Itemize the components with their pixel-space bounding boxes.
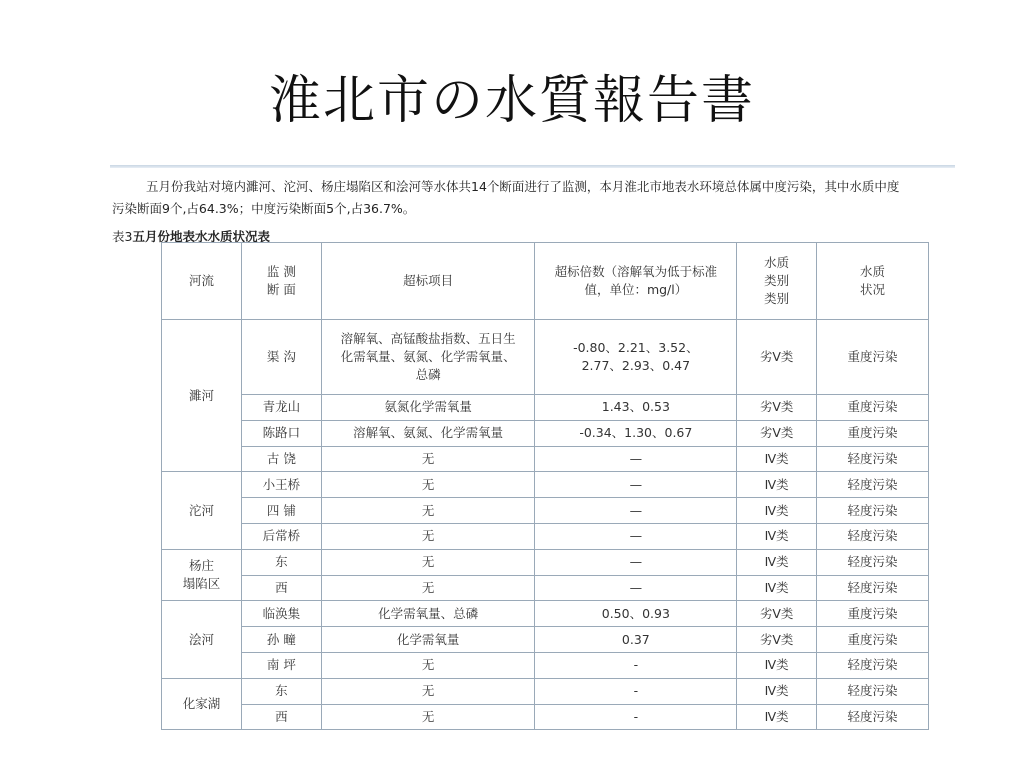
cell-multiple: 1.43、0.53 xyxy=(535,395,737,421)
cell-class: Ⅳ类 xyxy=(737,472,817,498)
cell-items: 无 xyxy=(321,446,535,472)
cell-multiple: — xyxy=(535,498,737,524)
header-status: 水质 状况 xyxy=(817,243,929,320)
cell-class: Ⅳ类 xyxy=(737,652,817,678)
cell-multiple: — xyxy=(535,575,737,601)
cell-class: Ⅳ类 xyxy=(737,678,817,704)
cell-status: 重度污染 xyxy=(817,601,929,627)
group-tuohe: 沱河 xyxy=(162,472,242,549)
cell-section: 四 铺 xyxy=(241,498,321,524)
cell-items: 无 xyxy=(321,678,535,704)
cell-section: 孙 疃 xyxy=(241,627,321,653)
cell-status: 轻度污染 xyxy=(817,549,929,575)
header-river: 河流 xyxy=(162,243,242,320)
group-suihe: 濉河 xyxy=(162,320,242,472)
cell-section: 西 xyxy=(241,704,321,730)
cell-items: 无 xyxy=(321,575,535,601)
cell-status: 轻度污染 xyxy=(817,704,929,730)
cell-class: 劣Ⅴ类 xyxy=(737,395,817,421)
cell-items: 化学需氧量 xyxy=(321,627,535,653)
cell-status: 重度污染 xyxy=(817,420,929,446)
cell-multiple: -0.80、2.21、3.52、 2.77、2.93、0.47 xyxy=(535,320,737,395)
cell-class: Ⅳ类 xyxy=(737,704,817,730)
table-row xyxy=(162,472,929,498)
cell-items: 无 xyxy=(321,498,535,524)
cell-items: 无 xyxy=(321,523,535,549)
cell-status: 轻度污染 xyxy=(817,575,929,601)
cell-class: Ⅳ类 xyxy=(737,575,817,601)
cell-class: Ⅳ类 xyxy=(737,523,817,549)
cell-status: 轻度污染 xyxy=(817,498,929,524)
cell-section: 临涣集 xyxy=(241,601,321,627)
table-row xyxy=(162,627,929,653)
table-row xyxy=(162,446,929,472)
table-row xyxy=(162,498,929,524)
cell-section: 古 饶 xyxy=(241,446,321,472)
group-yangzhuang: 杨庄 塌陷区 xyxy=(162,549,242,601)
caption-text: 五月份地表水水质状况表 xyxy=(132,229,270,244)
table-row xyxy=(162,523,929,549)
table-row xyxy=(162,549,929,575)
group-kuaihe: 浍河 xyxy=(162,601,242,678)
cell-status: 轻度污染 xyxy=(817,446,929,472)
intro-line-2: 污染断面9个,占64.3%；中度污染断面5个,占36.7%。 xyxy=(112,201,416,216)
header-class: 水质 类别 类别 xyxy=(737,243,817,320)
cell-status: 重度污染 xyxy=(817,395,929,421)
table-row xyxy=(162,575,929,601)
table-row xyxy=(162,652,929,678)
cell-status: 重度污染 xyxy=(817,627,929,653)
cell-status: 轻度污染 xyxy=(817,678,929,704)
table-row xyxy=(162,420,929,446)
table-row xyxy=(162,395,929,421)
cell-class: Ⅳ类 xyxy=(737,498,817,524)
cell-section: 西 xyxy=(241,575,321,601)
cell-section: 渠 沟 xyxy=(241,320,321,395)
cell-items: 无 xyxy=(321,472,535,498)
cell-class: 劣Ⅴ类 xyxy=(737,627,817,653)
cell-class: 劣Ⅴ类 xyxy=(737,601,817,627)
table-header-row xyxy=(162,243,929,320)
cell-section: 后常桥 xyxy=(241,523,321,549)
header-multiple: 超标倍数（溶解氧为低于标准 值，单位：mg/l） xyxy=(535,243,737,320)
header-section: 监 测 断 面 xyxy=(241,243,321,320)
cell-section: 东 xyxy=(241,549,321,575)
caption-prefix: 表3 xyxy=(112,229,133,244)
cell-multiple: — xyxy=(535,446,737,472)
cell-status: 轻度污染 xyxy=(817,523,929,549)
cell-status: 重度污染 xyxy=(817,320,929,395)
cell-items: 溶解氧、高锰酸盐指数、五日生 化需氧量、氨氮、化学需氧量、 总磷 xyxy=(321,320,535,395)
cell-class: Ⅳ类 xyxy=(737,549,817,575)
group-huajiahu: 化家湖 xyxy=(162,678,242,730)
cell-class: 劣Ⅴ类 xyxy=(737,320,817,395)
intro-paragraph xyxy=(112,176,957,220)
header-divider xyxy=(110,165,955,168)
table-row xyxy=(162,678,929,704)
header-items: 超标项目 xyxy=(321,243,535,320)
water-quality-table xyxy=(161,242,929,730)
cell-multiple: — xyxy=(535,472,737,498)
cell-class: 劣Ⅴ类 xyxy=(737,420,817,446)
intro-line-1: 五月份我站对境内濉河、沱河、杨庄塌陷区和浍河等水体共14个断面进行了监测，本月淮北市地表水环境总体属中度污染，其中水质中度 xyxy=(146,179,900,194)
cell-multiple: - xyxy=(535,678,737,704)
cell-status: 轻度污染 xyxy=(817,472,929,498)
cell-section: 东 xyxy=(241,678,321,704)
table-row xyxy=(162,601,929,627)
page-title: 淮北市の水質報告書 xyxy=(268,71,755,131)
cell-multiple: -0.34、1.30、0.67 xyxy=(535,420,737,446)
cell-section: 南 坪 xyxy=(241,652,321,678)
cell-multiple: 0.37 xyxy=(535,627,737,653)
cell-section: 陈路口 xyxy=(241,420,321,446)
cell-multiple: - xyxy=(535,652,737,678)
cell-multiple: — xyxy=(535,523,737,549)
cell-section: 青龙山 xyxy=(241,395,321,421)
cell-multiple: 0.50、0.93 xyxy=(535,601,737,627)
cell-items: 无 xyxy=(321,549,535,575)
cell-items: 无 xyxy=(321,652,535,678)
cell-items: 溶解氧、氨氮、化学需氧量 xyxy=(321,420,535,446)
cell-items: 氨氮化学需氧量 xyxy=(321,395,535,421)
cell-section: 小王桥 xyxy=(241,472,321,498)
table-row xyxy=(162,320,929,395)
cell-multiple: - xyxy=(535,704,737,730)
cell-class: Ⅳ类 xyxy=(737,446,817,472)
cell-items: 化学需氧量、总磷 xyxy=(321,601,535,627)
cell-items: 无 xyxy=(321,704,535,730)
cell-status: 轻度污染 xyxy=(817,652,929,678)
table-row xyxy=(162,704,929,730)
cell-multiple: — xyxy=(535,549,737,575)
